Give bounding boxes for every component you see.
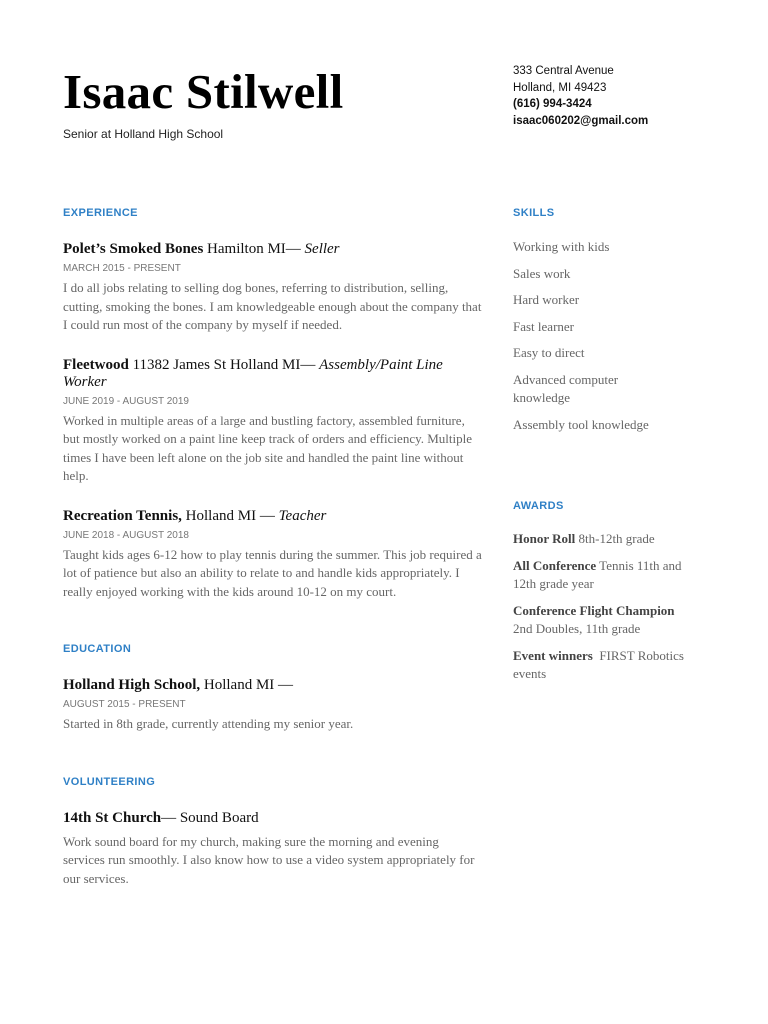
job-location: 11382 James St Holland MI— [128,356,320,373]
school-location: Holland MI — [200,677,294,693]
education-entry [63,677,483,734]
volunteering-role: — Sound Board [161,809,259,826]
job-title [63,241,483,258]
job-company: Recreation Tennis, [63,507,182,524]
award-item [513,530,688,549]
job-company: Fleetwood [63,356,129,373]
page-title: Isaac Stilwell [63,64,344,119]
job-dates: MARCH 2015 - PRESENT [63,263,181,274]
address-line-1: 333 Central Avenue [513,65,614,77]
award-detail: 2nd Doubles, 11th grade [513,621,641,636]
experience-heading: EXPERIENCE [63,207,138,219]
volunteering-entry [63,810,483,889]
job-role: Seller [304,241,340,257]
award-item [513,602,688,639]
experience-job [63,357,483,486]
job-location: Hamilton MI— [203,241,305,257]
volunteering-title [63,810,483,827]
sidebar-column [513,205,713,684]
job-role: Assembly/Paint Line Worker [63,356,443,390]
education-heading: EDUCATION [63,643,132,655]
volunteering-heading: VOLUNTEERING [63,775,156,788]
volunteering-org: 14th St Church [63,809,162,826]
award-title: Conference Flight Champion [513,602,675,618]
job-title [63,508,483,525]
award-item [513,557,688,594]
school-title [63,677,483,694]
skill-item: Easy to direct [513,345,585,360]
skills-heading: SKILLS [513,207,555,219]
skill-item: Sales work [513,265,571,281]
award-title: Event winners [513,647,593,663]
main-column [63,205,483,888]
award-detail: 8th-12th grade [575,531,655,546]
job-description: Worked in multiple areas of a large and bustling factory, assembled furniture, but mostly worked on a paint line keep track of orders and efficiency. Multiple times I have been left alone on the job site and handled the paint line without help. [63,412,473,483]
job-role: Teacher [278,507,327,524]
address-line-2: Holland, MI 49423 [513,81,607,94]
job-company: Polet’s Smoked Bones [63,241,204,257]
skill-item: Assembly tool knowledge [513,416,649,432]
skill-item: Working with kids [513,239,610,254]
contact-block [513,63,648,129]
job-location: Holland MI — [181,507,279,524]
award-detail: FIRST Robotics events [513,647,688,681]
skill-item: Advanced computer knowledge [513,371,619,405]
education-dates: AUGUST 2015 - PRESENT [63,699,186,710]
skill-item: Fast learner [513,318,575,334]
skills-list [513,238,713,434]
volunteering-description: Work sound board for my church, making sure the morning and evening services run smoothly. I also know how to use a video system appropriately for our services. [63,833,475,886]
education-description: Started in 8th grade, currently attending my senior year. [63,716,354,731]
award-title: Honor Roll [513,531,576,546]
job-description: Taught kids ages 6-12 how to play tennis during the summer. This job required a lot of patience but also an ability to relate to and handle kids appropriately. I really enjoyed working with the kids around 10-12 on my court. [63,546,482,599]
email-address: isaac060202@gmail.com [513,114,649,127]
job-title [63,357,483,391]
award-item [513,647,688,684]
school-name: Holland High School, [63,677,201,693]
experience-job [63,508,483,602]
skill-item: Hard worker [513,292,580,307]
award-title: All Conference [513,557,597,573]
awards-list [513,530,688,684]
awards-heading: AWARDS [513,500,564,512]
experience-job [63,241,483,335]
subtitle: Senior at Holland High School [63,127,224,141]
job-dates: JUNE 2018 - AUGUST 2018 [63,529,189,541]
phone-number: (616) 994-3424 [513,98,592,110]
award-detail: Tennis 11th and 12th grade year [513,557,682,591]
job-dates: JUNE 2019 - AUGUST 2019 [63,395,189,407]
job-description: I do all jobs relating to selling dog bones, referring to distribution, selling, cutting, smoking the bones. I am knowledgeable enough about the company that I could run most of the company by myself if needed. [63,280,482,332]
